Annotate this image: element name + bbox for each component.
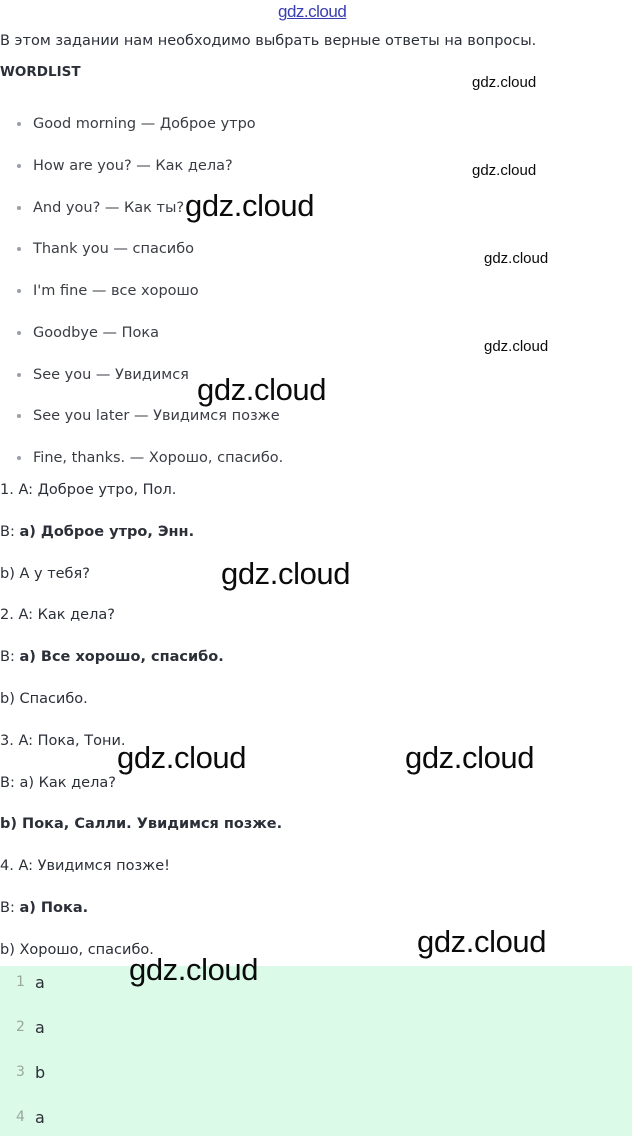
q2-alt: b) Спасибо. bbox=[0, 690, 88, 707]
list-item: Good morning — Доброе утро bbox=[0, 104, 283, 146]
bullet-icon bbox=[17, 122, 21, 126]
watermark: gdz.cloud bbox=[221, 556, 351, 591]
answer-row bbox=[0, 1011, 632, 1056]
bullet-icon bbox=[17, 247, 21, 251]
list-item: Thank you — спасибо bbox=[0, 229, 283, 271]
answer-number: 3 bbox=[16, 1064, 25, 1080]
q4-correct-answer: а) Пока. bbox=[19, 899, 89, 916]
bullet-icon bbox=[17, 206, 21, 210]
bullet-icon bbox=[17, 456, 21, 460]
bullet-icon bbox=[17, 373, 21, 377]
q4-alt: b) Хорошо, спасибо. bbox=[0, 941, 154, 958]
watermark: gdz.cloud bbox=[472, 162, 537, 179]
answer-value: b bbox=[35, 1063, 46, 1082]
q4-line-a: 4. A: Увидимся позже! bbox=[0, 858, 170, 875]
q1-alt: b) А у тебя? bbox=[0, 565, 90, 582]
list-item: And you? — Как ты? bbox=[0, 188, 283, 230]
watermark: gdz.cloud bbox=[129, 952, 259, 987]
list-item: How are you? — Как дела? bbox=[0, 146, 283, 188]
answer-row bbox=[0, 1101, 632, 1146]
watermark: gdz.cloud bbox=[417, 924, 547, 959]
bullet-icon bbox=[17, 164, 21, 168]
watermark: gdz.cloud bbox=[484, 338, 549, 355]
answer-number: 2 bbox=[16, 1019, 25, 1035]
bullet-icon bbox=[17, 331, 21, 335]
bullet-icon bbox=[17, 414, 21, 418]
q3-correct-answer: b) Пока, Салли. Увидимся позже. bbox=[0, 816, 283, 833]
answer-value: a bbox=[35, 1018, 45, 1037]
q1-line-a: 1. A: Доброе утро, Пол. bbox=[0, 482, 177, 498]
q2-correct-answer: а) Все хорошо, спасибо. bbox=[19, 649, 224, 666]
list-item: I'm fine — все хорошо bbox=[0, 271, 283, 313]
watermark: gdz.cloud bbox=[405, 740, 535, 775]
q4-line-b: B: а) Пока. bbox=[0, 899, 89, 916]
answer-row bbox=[0, 966, 632, 1011]
answer-value: a bbox=[35, 1108, 45, 1127]
q1-correct-answer: а) Доброе утро, Энн. bbox=[19, 523, 195, 540]
answers-panel bbox=[0, 966, 632, 1136]
bullet-icon bbox=[17, 289, 21, 293]
watermark: gdz.cloud bbox=[197, 372, 327, 407]
list-item: See you — Увидимся bbox=[0, 355, 283, 397]
wordlist bbox=[0, 104, 283, 480]
q2-line-a: 2. A: Как дела? bbox=[0, 607, 115, 624]
dialog-section bbox=[0, 470, 632, 972]
answer-value: a bbox=[35, 973, 45, 992]
q3-line-b: B: а) Как дела? bbox=[0, 774, 116, 791]
q2-line-b: B: а) Все хорошо, спасибо. bbox=[0, 649, 224, 666]
q1-line-b: B: а) Доброе утро, Энн. bbox=[0, 523, 195, 540]
answer-number: 1 bbox=[16, 974, 25, 990]
task-intro: В этом задании нам необходимо выбрать верные ответы на вопросы. bbox=[0, 33, 537, 49]
watermark: gdz.cloud bbox=[185, 188, 315, 223]
q3-line-a: 3. A: Пока, Тони. bbox=[0, 732, 126, 749]
answer-number: 4 bbox=[16, 1109, 25, 1125]
answer-row bbox=[0, 1056, 632, 1101]
list-item: Fine, thanks. — Хорошо, спасибо. bbox=[0, 438, 283, 480]
watermark: gdz.cloud bbox=[472, 74, 537, 91]
list-item: See you later — Увидимся позже bbox=[0, 396, 283, 438]
watermark: gdz.cloud bbox=[117, 740, 247, 775]
list-item: Goodbye — Пока bbox=[0, 313, 283, 355]
q3-alt bbox=[0, 804, 632, 846]
wordlist-title: WORDLIST bbox=[0, 64, 81, 80]
watermark: gdz.cloud bbox=[484, 250, 549, 267]
site-logo-link[interactable]: gdz.cloud bbox=[278, 2, 347, 21]
